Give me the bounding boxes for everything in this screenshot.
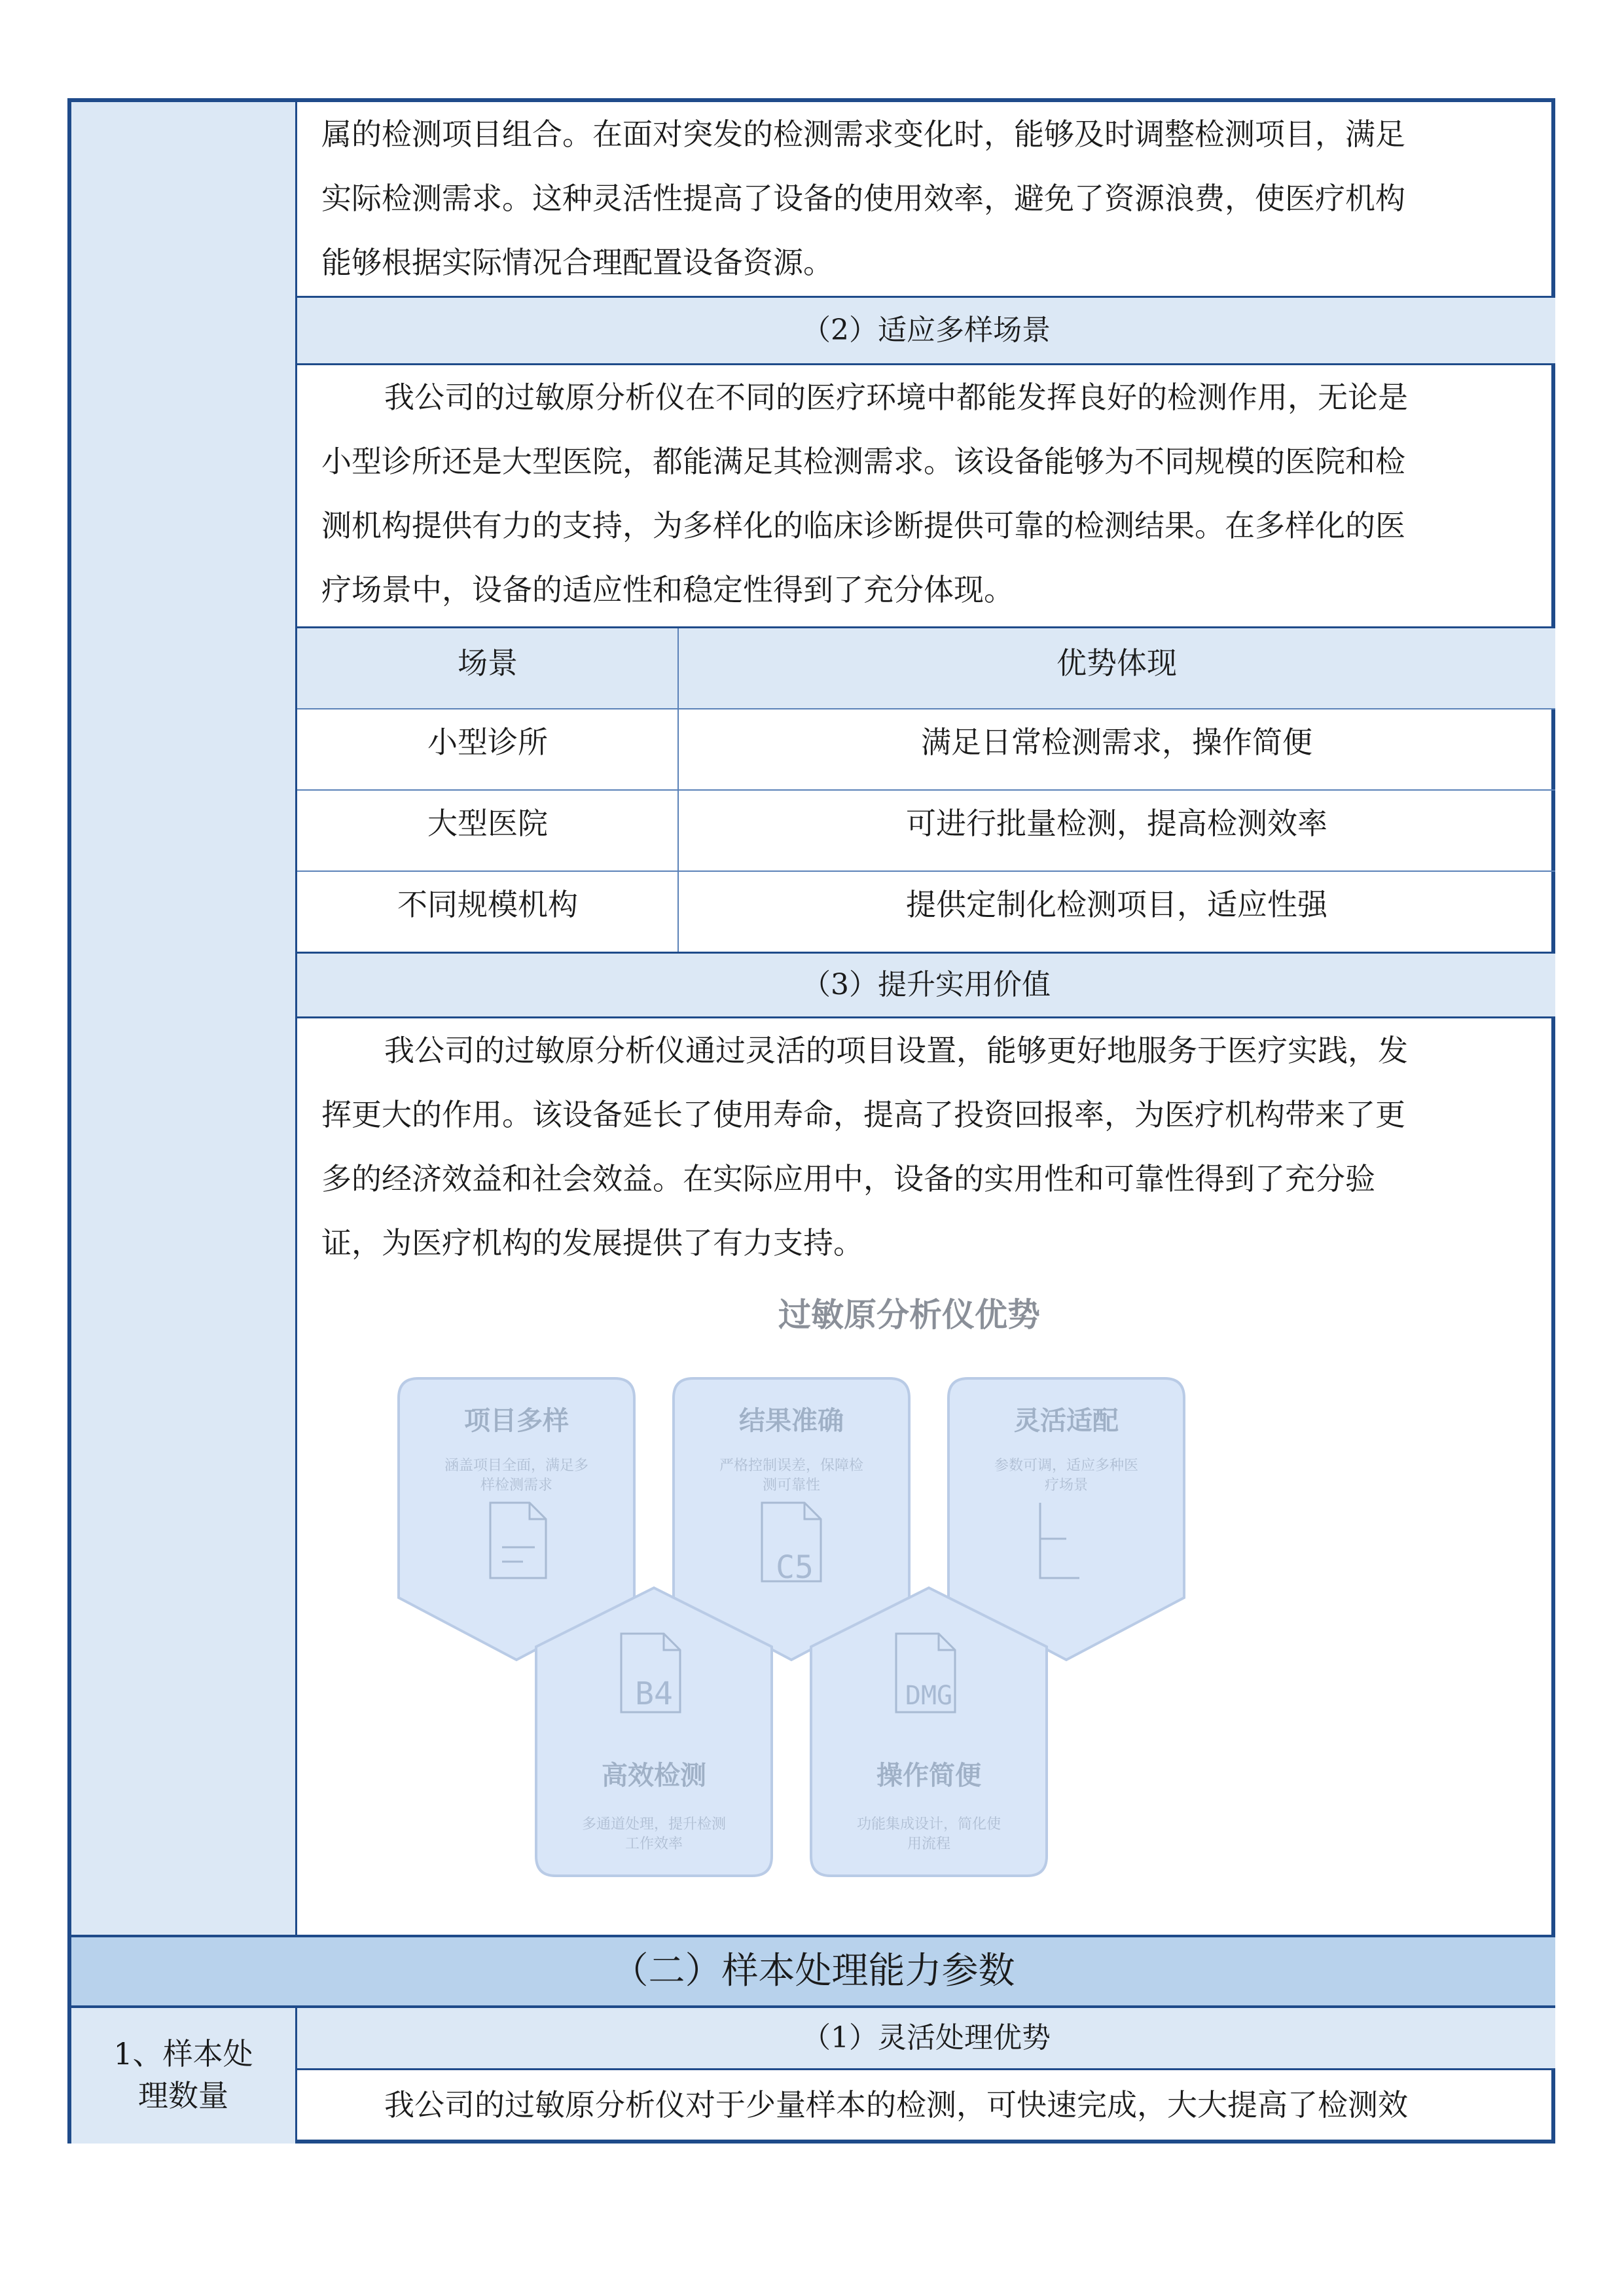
svg-text:用流程: 用流程 <box>907 1836 951 1852</box>
sub2-paragraph <box>321 365 1532 622</box>
document-frame <box>67 98 1555 2144</box>
advantages-figure <box>386 1280 1433 1935</box>
advantage-card <box>811 1588 1047 1876</box>
table-cell: 大型医院 <box>427 806 548 841</box>
sub3-paragraph <box>321 1018 1532 1275</box>
svg-text:灵活适配: 灵活适配 <box>1014 1406 1119 1436</box>
table-header-advantage: 优势体现 <box>1056 645 1177 681</box>
svg-text:B4: B4 <box>635 1676 673 1712</box>
section-band: （二）样本处理能力参数 <box>71 1937 1555 2005</box>
table-column-divider <box>677 628 679 952</box>
subheading-3: （3）提升实用价值 <box>297 954 1555 1016</box>
table-cell: 小型诊所 <box>427 725 548 760</box>
svg-text:严格控制误差，保障检: 严格控制误差，保障检 <box>719 1458 864 1474</box>
sub2-line: 小型诊所还是大型医院，都能满足其检测需求。该设备能够为不同规模的医院和检 <box>321 444 1405 479</box>
advantage-card <box>536 1588 772 1876</box>
svg-text:功能集成设计，简化使: 功能集成设计，简化使 <box>856 1816 1001 1833</box>
sub3-line: 多的经济效益和社会效益。在实际应用中，设备的实用性和可靠性得到了充分验 <box>321 1161 1375 1196</box>
table-cell: 不同规模机构 <box>397 887 578 922</box>
sub2-line: 我公司的过敏原分析仪在不同的医疗环境中都能发挥良好的检测作用，无论是 <box>384 380 1408 415</box>
sub3-line: 挥更大的作用。该设备延长了使用寿命，提高了投资回报率，为医疗机构带来了更 <box>321 1097 1405 1132</box>
sub3-line: 证，为医疗机构的发展提供了有力支持。 <box>321 1225 863 1261</box>
figure-title: 过敏原分析仪优势 <box>778 1296 1040 1334</box>
sub1-paragraph <box>321 2072 1532 2138</box>
intro-line: 属的检测项目组合。在面对突发的检测需求变化时，能够及时调整检测项目，满足 <box>321 117 1405 152</box>
svg-text:操作简便: 操作简便 <box>876 1761 981 1791</box>
table-header-scene: 场景 <box>458 645 518 681</box>
svg-text:参数可调，适应多种医: 参数可调，适应多种医 <box>994 1458 1139 1474</box>
svg-text:测可靠性: 测可靠性 <box>762 1477 821 1494</box>
svg-text:C5: C5 <box>776 1549 814 1586</box>
svg-text:疗场景: 疗场景 <box>1044 1477 1089 1494</box>
svg-text:工作效率: 工作效率 <box>624 1836 683 1852</box>
subheading-flex: （1）灵活处理优势 <box>297 2008 1555 2068</box>
svg-text:样检测需求: 样检测需求 <box>480 1477 553 1494</box>
left-column <box>71 102 297 1935</box>
svg-text:高效检测: 高效检测 <box>602 1761 706 1791</box>
intro-paragraph <box>321 102 1532 295</box>
svg-text:涵盖项目全面，满足多: 涵盖项目全面，满足多 <box>444 1458 589 1474</box>
row-label-line: 理数量 <box>138 2078 228 2113</box>
sub3-line: 我公司的过敏原分析仪通过灵活的项目设置，能够更好地服务于医疗实践，发 <box>384 1033 1408 1068</box>
svg-text:项目多样: 项目多样 <box>464 1406 569 1436</box>
svg-text:多通道处理，提升检测: 多通道处理，提升检测 <box>581 1816 727 1833</box>
sub1-line: 我公司的过敏原分析仪对于少量样本的检测，可快速完成，大大提高了检测效 <box>384 2087 1408 2123</box>
svg-text:结果准确: 结果准确 <box>739 1406 844 1436</box>
table-cell: 提供定制化检测项目，适应性强 <box>906 887 1327 922</box>
subheading-2: （2）适应多样场景 <box>297 298 1555 363</box>
svg-text:DMG: DMG <box>905 1681 953 1711</box>
divider <box>297 2068 1555 2070</box>
sub2-line: 测机构提供有力的支持，为多样化的临床诊断提供可靠的检测结果。在多样化的医 <box>321 508 1405 543</box>
sub2-line: 疗场景中，设备的适应性和稳定性得到了充分体现。 <box>321 572 1014 607</box>
left-label-cell <box>71 2008 297 2144</box>
row-label-line: 1、样本处 <box>113 2036 253 2072</box>
table-cell: 满足日常检测需求，操作简便 <box>921 725 1312 760</box>
table-cell: 可进行批量检测，提高检测效率 <box>906 806 1327 841</box>
intro-line: 能够根据实际情况合理配置设备资源。 <box>321 245 833 280</box>
intro-line: 实际检测需求。这种灵活性提高了设备的使用效率，避免了资源浪费，使医疗机构 <box>321 181 1405 216</box>
